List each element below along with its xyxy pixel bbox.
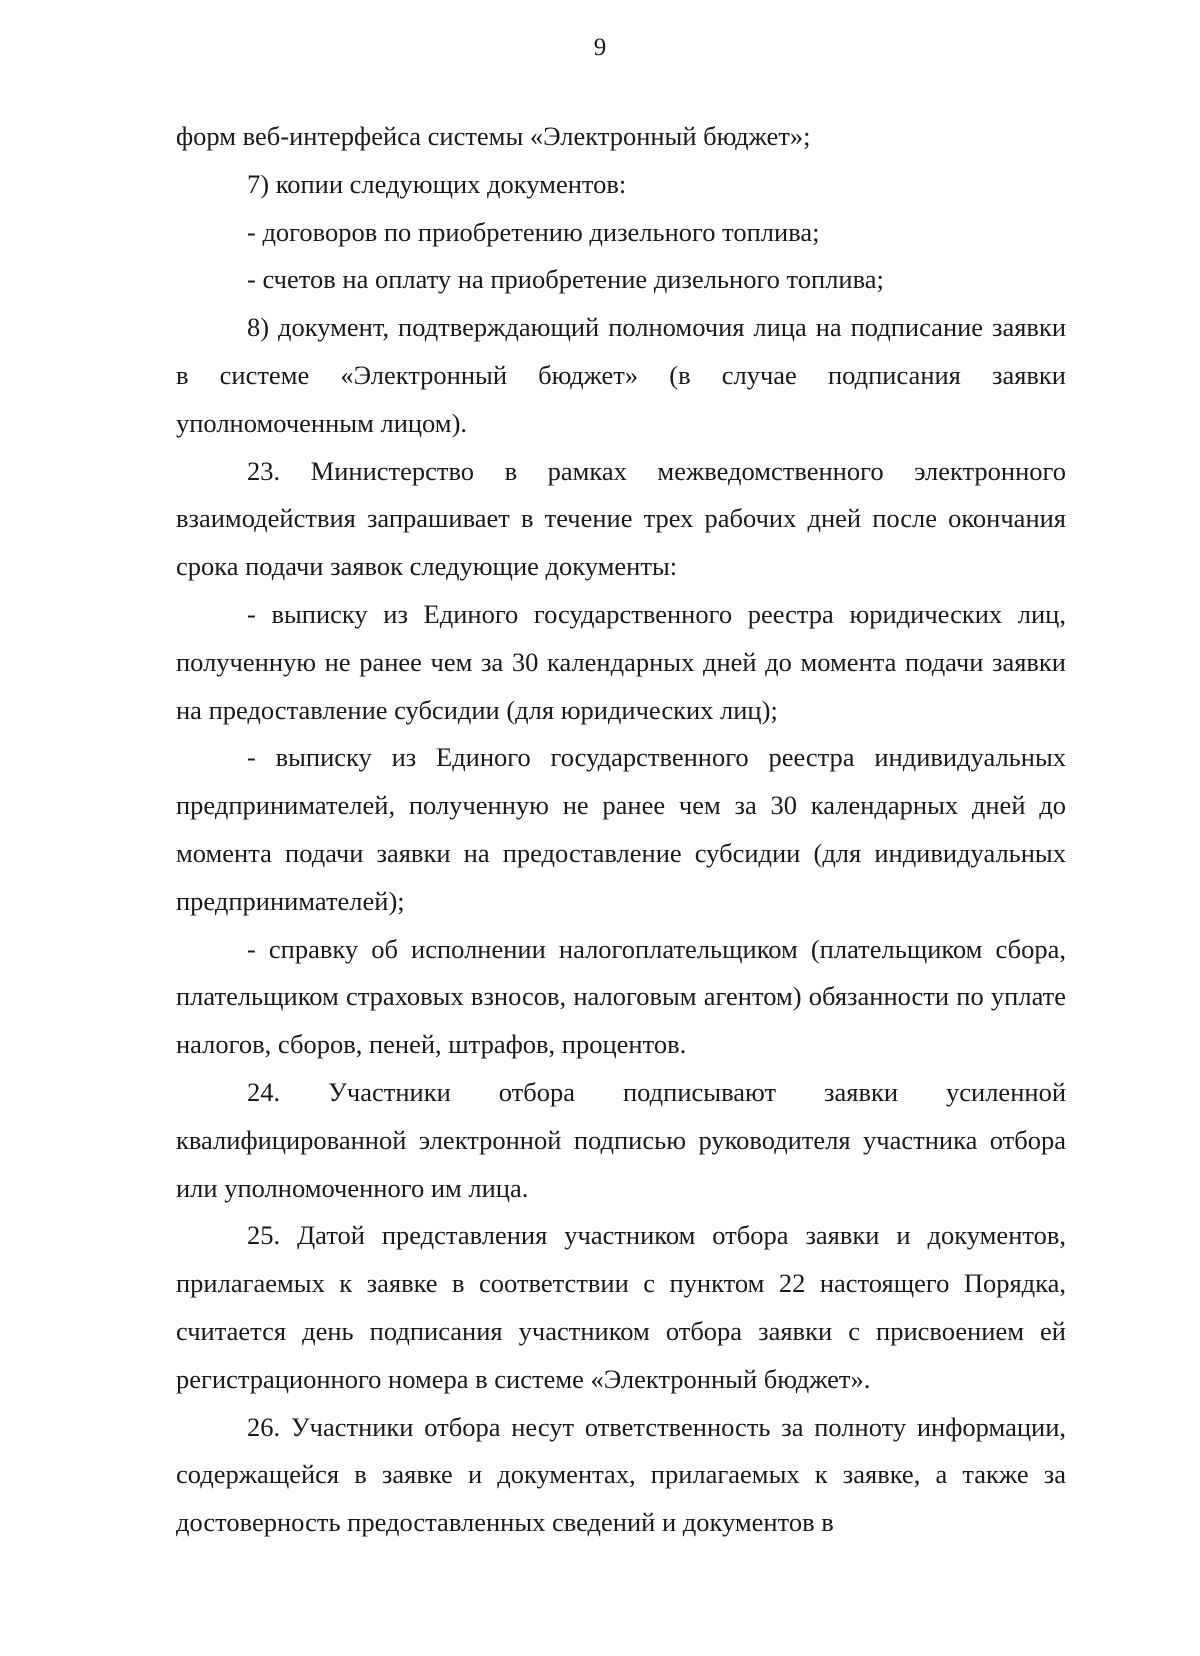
paragraph-25: 25. Датой представления участником отбора заявки и документов, прилагаемых к заявке в соответствии с пунктом 22 настоящего Порядка, считается день подписания участником отбора заявки с присвоением ей регистрационного номера в системе «Электронный бюджет». xyxy=(176,1220,1066,1394)
paragraph-extract-legal: - выписку из Единого государственного реестра юридических лиц, полученную не ранее чем за 30 календарных дней до момента подачи заявки на предоставление субсидии (для юридических лиц); xyxy=(176,598,1066,725)
page-number: 9 xyxy=(593,34,607,61)
paragraph-26: 26. Участники отбора несут ответственность за полноту информации, содержащейся в заявке и документах, прилагаемых к заявке, а также за достоверность предоставленных сведений и документов в xyxy=(176,1411,1066,1538)
paragraph-extract-entrepreneurs: - выписку из Единого государственного реестра индивидуальных предпринимателей, полученную не ранее чем за 30 календарных дней до момента подачи заявки на предоставление субсидии (для индивидуальных предпринимателей); xyxy=(176,742,1066,916)
paragraph-contracts: - договоров по приобретению дизельного топлива; xyxy=(247,216,820,247)
paragraph-continuation: форм веб-интерфейса системы «Электронный бюджет»; xyxy=(176,121,811,151)
paragraph-invoices: - счетов на оплату на приобретение дизельного топлива; xyxy=(247,264,884,295)
paragraph-24: 24. Участники отбора подписывают заявки усиленной квалифицированной электронной подписью руководителя участника отбора или уполномоченного им лица. xyxy=(176,1076,1066,1203)
paragraph-item-7: 7) копии следующих документов: xyxy=(247,168,627,199)
document-body xyxy=(176,113,1066,1547)
paragraph-tax-certificate: - справку об исполнении налогоплательщиком (плательщиком сбора, плательщиком страховых взносов, налоговым агентом) обязанности по уплате налогов, сборов, пеней, штрафов, процентов. xyxy=(176,933,1066,1060)
paragraph-23: 23. Министерство в рамках межведомственного электронного взаимодействия запрашивает в течение трех рабочих дней после окончания срока подачи заявок следующие документы: xyxy=(176,455,1066,582)
paragraph-item-8: 8) документ, подтверждающий полномочия лица на подписание заявки в системе «Электронный бюджет» (в случае подписания заявки уполномоченным лицом). xyxy=(176,312,1066,438)
